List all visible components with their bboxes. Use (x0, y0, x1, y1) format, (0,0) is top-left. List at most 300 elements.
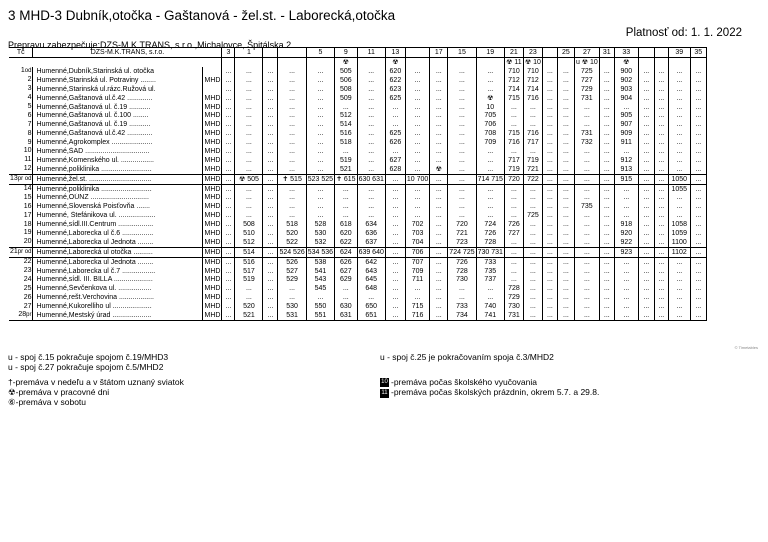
stop-number (9, 202, 33, 211)
departure-time: ☢ 505 (235, 174, 263, 184)
departure-time: 741 (476, 311, 504, 320)
departure-time: 705 (476, 111, 504, 120)
departure-time: ... (599, 184, 614, 193)
trip-flag: u ☢ 10 (575, 59, 598, 66)
departure-time: ... (638, 229, 654, 238)
trip-number: 33 (614, 48, 638, 58)
departure-time: ... (430, 229, 448, 238)
departure-time: ... (638, 184, 654, 193)
departure-time: ... (523, 247, 542, 257)
departure-time: 912 (614, 156, 638, 165)
departure-time: ... (430, 293, 448, 302)
departure-time: ... (638, 211, 654, 220)
departure-time: ... (357, 202, 385, 211)
departure-time: ... (448, 193, 476, 202)
departure-time: ... (654, 238, 668, 247)
departure-time: 712 (523, 76, 542, 85)
departure-time: 530 (306, 229, 334, 238)
departure-time: ... (263, 284, 278, 293)
departure-time: ... (448, 211, 476, 220)
departure-time: ... (690, 193, 706, 202)
departure-time: ... (574, 293, 599, 302)
mhd-tag: MHD (204, 94, 221, 102)
departure-time: ... (668, 302, 690, 311)
departure-time: ... (448, 138, 476, 147)
stop-index: 24 (23, 275, 32, 283)
departure-time: ... (263, 94, 278, 103)
departure-time: 634 (357, 220, 385, 229)
stop-row (9, 103, 706, 112)
mhd-tag: MHD (204, 229, 221, 237)
trip-number: 5 (306, 48, 334, 58)
stop-number (9, 174, 33, 184)
departure-time: 630 631 (358, 175, 384, 183)
departure-time: ... (638, 202, 654, 211)
departure-time: ... (668, 202, 690, 211)
departure-time: 923 (614, 247, 638, 257)
departure-time: ... (385, 229, 405, 238)
stop-name: Humenné,sídl. III. BILLA .................... (33, 275, 203, 284)
departure-time: ... (385, 267, 405, 276)
departure-time: ... (542, 202, 557, 211)
stop-number (9, 165, 33, 174)
departure-time: ... (557, 247, 574, 257)
departure-time: ... (405, 103, 429, 112)
departure-time: 905 (614, 111, 638, 120)
departure-time: ... (504, 120, 523, 129)
school-term-icon: 10 (381, 379, 388, 386)
departure-time: ... (405, 165, 429, 174)
departure-time: ... (405, 94, 429, 103)
departure-time: 631 (335, 311, 358, 320)
departure-time: ... (638, 103, 654, 112)
departure-time: ... (235, 156, 263, 165)
departure-time: ... (385, 293, 405, 302)
departure-time: ... (263, 302, 278, 311)
stop-name: Humenné,Agrokomplex ..................... (33, 138, 203, 147)
stop-number (9, 267, 33, 276)
departure-time: ... (385, 147, 405, 156)
departure-time: 725 (523, 211, 542, 220)
stop-name: Humenné,poliklinika .......................... (33, 184, 203, 193)
stop-name: Humenné,Gaštanová ul.č.42 ............. (33, 129, 203, 138)
mhd-tag: MHD (204, 311, 221, 319)
departure-time: 723 (448, 238, 476, 247)
departure-time: ... (557, 238, 574, 247)
departure-time: ... (430, 275, 448, 284)
departure-time: 514 (335, 120, 358, 129)
stop-index: 5 (27, 103, 32, 110)
departure-time: ... (278, 165, 306, 174)
departure-time: ... (278, 293, 306, 302)
departure-time: ... (542, 293, 557, 302)
departure-time: ... (599, 67, 614, 76)
departure-time: ... (599, 275, 614, 284)
departure-time: 10 (476, 103, 504, 112)
departure-time: 717 (523, 138, 542, 147)
departure-time: ... (278, 284, 306, 293)
stop-row (9, 138, 706, 147)
departure-time: ... (690, 211, 706, 220)
departure-time: ... (448, 129, 476, 138)
departure-time: ... (476, 156, 504, 165)
trip-number: 13 (385, 48, 405, 58)
trip-flag (222, 58, 235, 68)
departure-time: 1058 (668, 220, 690, 229)
stop-number (9, 67, 33, 76)
trip-flag (690, 58, 706, 68)
stop-number (9, 156, 33, 165)
departure-time: ... (504, 275, 523, 284)
stop-row (9, 129, 706, 138)
departure-time: ... (430, 103, 448, 112)
departure-time: ... (448, 156, 476, 165)
departure-time: ... (278, 202, 306, 211)
departure-time: ... (557, 275, 574, 284)
departure-time: ... (690, 76, 706, 85)
departure-time: 730 731 (477, 248, 503, 256)
stop-row (9, 111, 706, 120)
departure-time: ... (430, 220, 448, 229)
departure-time: ... (654, 165, 668, 174)
stop-number (9, 129, 33, 138)
trip-flag (278, 58, 306, 68)
departure-time: ... (668, 103, 690, 112)
departure-time: ... (654, 257, 668, 266)
departure-time: ... (668, 85, 690, 94)
departure-time: ... (638, 275, 654, 284)
stop-name: Humenné,OÚNZ .............................. (33, 193, 203, 202)
departure-time: 717 (504, 156, 523, 165)
departure-time: ... (574, 220, 599, 229)
departure-time: ... (638, 247, 654, 257)
departure-time: 517 (235, 267, 263, 276)
departure-time: 904 (614, 94, 638, 103)
departure-time: 538 (306, 257, 334, 266)
departure-time: ... (690, 275, 706, 284)
departure-time: ... (476, 184, 504, 193)
departure-time: ... (278, 85, 306, 94)
departure-time: ... (476, 284, 504, 293)
departure-time: ... (448, 120, 476, 129)
departure-time: ... (557, 67, 574, 76)
departure-time: 505 (335, 67, 358, 76)
departure-time: ... (335, 211, 358, 220)
departure-time: ... (335, 284, 358, 293)
departure-time: 727 (504, 229, 523, 238)
departure-time: ... (668, 211, 690, 220)
departure-time: ... (542, 120, 557, 129)
mhd-tag: MHD (204, 258, 221, 266)
departure-time: 730 (504, 302, 523, 311)
mhd-tag: MHD (204, 165, 221, 173)
departure-time: ... (263, 111, 278, 120)
departure-time: ... (430, 147, 448, 156)
departure-time: 532 (306, 238, 334, 247)
stop-name: Humenné,Laborecka ul Jednota ........ (33, 257, 203, 266)
departure-time: ... (690, 103, 706, 112)
departure-time: ... (574, 284, 599, 293)
departure-time: ... (263, 174, 278, 184)
mhd-tag: MHD (204, 221, 221, 229)
departure-time: ... (448, 165, 476, 174)
departure-time: ... (599, 238, 614, 247)
departure-time: ... (523, 293, 542, 302)
departure-time: ... (357, 165, 385, 174)
departure-time: 508 (335, 85, 358, 94)
departure-time: ... (385, 103, 405, 112)
departure-time: 721 (448, 229, 476, 238)
departure-time: ... (476, 293, 504, 302)
stop-row (9, 293, 706, 302)
trip-number (405, 48, 429, 58)
departure-time: 521 (335, 165, 358, 174)
departure-time: ... (405, 293, 429, 302)
departure-time: 524 526 (279, 248, 305, 256)
departure-time: ... (690, 202, 706, 211)
departure-time: ... (523, 284, 542, 293)
departure-time: ... (574, 275, 599, 284)
departure-time: 704 (405, 238, 429, 247)
departure-time: ... (614, 257, 638, 266)
departure-time: ... (405, 211, 429, 220)
departure-time: 626 (385, 138, 405, 147)
footnotes-left (8, 352, 168, 372)
trip-number: 17 (430, 48, 448, 58)
departure-time: ... (557, 111, 574, 120)
departure-time: ... (599, 147, 614, 156)
departure-time: ... (557, 85, 574, 94)
departure-time: ... (668, 156, 690, 165)
departure-time: ... (263, 202, 278, 211)
departure-time: ... (476, 211, 504, 220)
departure-time: 727 (574, 76, 599, 85)
stop-index: 21 (10, 248, 18, 256)
departure-time: ... (574, 311, 599, 320)
departure-time: ... (599, 129, 614, 138)
departure-time: ... (278, 94, 306, 103)
departure-time: ... (557, 257, 574, 266)
departure-time: ... (385, 311, 405, 320)
trip-number: 23 (523, 48, 542, 58)
departure-time: ... (222, 284, 235, 293)
departure-time: 710 (523, 67, 542, 76)
departure-time: ... (523, 257, 542, 266)
stamp: © Timetables (734, 345, 758, 350)
departure-time: ... (654, 129, 668, 138)
departure-time: 733 (476, 257, 504, 266)
departure-time: ... (654, 111, 668, 120)
departure-time: ... (523, 229, 542, 238)
departure-time: 622 (335, 238, 358, 247)
departure-time: ... (448, 111, 476, 120)
departure-time: 728 (504, 284, 523, 293)
departure-time: 521 (235, 311, 263, 320)
departure-time: 706 (476, 120, 504, 129)
departure-time: 715 (504, 129, 523, 138)
stop-zone: od (24, 68, 32, 75)
departure-time: ... (557, 120, 574, 129)
departure-time: ... (235, 184, 263, 193)
departure-time: ... (385, 220, 405, 229)
trip-number: 31 (599, 48, 614, 58)
departure-time: ... (357, 120, 385, 129)
stop-row (9, 193, 706, 202)
departure-time: ... (222, 165, 235, 174)
stop-name: Humenné,Gaštanová ul.č.42 ............. (33, 94, 203, 103)
trip-flag (235, 58, 263, 68)
departure-time: ... (504, 267, 523, 276)
departure-time: 624 (335, 247, 358, 257)
stop-index: 4 (27, 94, 32, 102)
departure-time: ... (476, 193, 504, 202)
departure-time: ... (278, 138, 306, 147)
departure-time: ... (654, 67, 668, 76)
stop-number (9, 76, 33, 85)
stop-name: Humenné,Starinská ul.rázc.Ružová ul. (33, 85, 203, 94)
departure-time: ... (599, 156, 614, 165)
departure-time: ... (599, 220, 614, 229)
validity-date: Platnosť od: 1. 1. 2022 (625, 27, 742, 39)
departure-time: ... (542, 85, 557, 94)
departure-time: ... (385, 302, 405, 311)
departure-time: ... (405, 138, 429, 147)
departure-time: ... (222, 156, 235, 165)
mhd-tag: MHD (204, 276, 221, 284)
departure-time: ... (430, 67, 448, 76)
departure-time: ... (690, 67, 706, 76)
departure-time: ... (385, 184, 405, 193)
departure-time: ... (235, 202, 263, 211)
departure-time: ... (668, 94, 690, 103)
departure-time: ... (654, 229, 668, 238)
departure-time: ... (357, 111, 385, 120)
departure-time: 714 715 (477, 175, 503, 183)
departure-time: ... (614, 284, 638, 293)
trip-flag (448, 58, 476, 68)
departure-time: 703 (405, 229, 429, 238)
departure-time: 731 (504, 311, 523, 320)
departure-time: ... (690, 220, 706, 229)
trip-number: 35 (690, 48, 706, 58)
departure-time: ... (430, 85, 448, 94)
departure-time: ... (654, 267, 668, 276)
stop-index: 2 (27, 76, 32, 84)
departure-time: ... (557, 129, 574, 138)
departure-time: 625 (385, 94, 405, 103)
stop-index: 15 (23, 193, 32, 201)
departure-time: ... (222, 302, 235, 311)
stop-index: 8 (27, 129, 32, 137)
departure-time: ... (668, 193, 690, 202)
stop-row (9, 165, 706, 174)
stop-row (9, 211, 706, 220)
departure-time: 637 (357, 238, 385, 247)
stop-row (9, 220, 706, 229)
departure-time: ... (430, 174, 448, 184)
departure-time: ... (599, 85, 614, 94)
trip-number: 9 (335, 48, 358, 58)
departure-time: ... (523, 103, 542, 112)
departure-time: ... (574, 174, 599, 184)
departure-time: ... (405, 67, 429, 76)
departure-time: ... (504, 238, 523, 247)
departure-time: ... (385, 238, 405, 247)
departure-time: ... (668, 257, 690, 266)
departure-time: 716 (523, 94, 542, 103)
mhd-tag: MHD (204, 238, 221, 246)
departure-time: 508 (235, 220, 263, 229)
departure-time: ... (654, 193, 668, 202)
departure-time: 523 525 (307, 175, 334, 183)
departure-time: 920 (614, 229, 638, 238)
departure-time: ... (357, 67, 385, 76)
stop-row (9, 120, 706, 129)
departure-time: ... (542, 247, 557, 257)
departure-time: ... (614, 267, 638, 276)
departure-time: 719 (523, 156, 542, 165)
departure-time: ... (448, 184, 476, 193)
departure-time: ... (542, 267, 557, 276)
departure-time: ... (574, 267, 599, 276)
departure-time: ... (430, 311, 448, 320)
departure-time: 902 (614, 76, 638, 85)
departure-time: ... (263, 193, 278, 202)
departure-time: ... (263, 120, 278, 129)
departure-time: ... (385, 193, 405, 202)
departure-time: ... (306, 293, 334, 302)
departure-time: 516 (235, 257, 263, 266)
school-holiday-icon: 11 (381, 389, 388, 396)
stop-name: Humenné,Gaštanová ul. č.19 ........... (33, 120, 203, 129)
departure-time: ... (654, 211, 668, 220)
departure-time: 510 (235, 229, 263, 238)
stop-number (9, 247, 33, 257)
departure-time: ☢ (430, 165, 448, 174)
departure-time: ... (306, 103, 334, 112)
trip-flag (668, 58, 690, 68)
departure-time: 519 (235, 275, 263, 284)
stop-number (9, 229, 33, 238)
stop-number (9, 184, 33, 193)
departure-time: ... (574, 229, 599, 238)
departure-time: ... (557, 76, 574, 85)
departure-time: ... (430, 129, 448, 138)
stop-number (9, 85, 33, 94)
departure-time: 907 (614, 120, 638, 129)
departure-time: 1102 (668, 247, 690, 257)
departure-time: ... (614, 202, 638, 211)
departure-time: ... (306, 147, 334, 156)
stop-zone: pr (26, 312, 32, 319)
departure-time: ... (263, 311, 278, 320)
column-header-station: DZS-M.K.TRANS, s.r.o. (33, 48, 222, 58)
trip-number: 3 (222, 48, 235, 58)
mhd-tag (203, 67, 222, 76)
departure-time: 911 (614, 138, 638, 147)
stop-row (9, 202, 706, 211)
departure-time: ... (638, 174, 654, 184)
departure-time: ... (557, 156, 574, 165)
departure-time: ... (504, 211, 523, 220)
departure-time: 900 (614, 67, 638, 76)
departure-time: 522 (278, 238, 306, 247)
departure-time: ... (476, 76, 504, 85)
departure-time: 716 (405, 311, 429, 320)
departure-time: 714 (504, 85, 523, 94)
departure-time: ... (638, 111, 654, 120)
departure-time: ✝ 615 (336, 175, 356, 183)
